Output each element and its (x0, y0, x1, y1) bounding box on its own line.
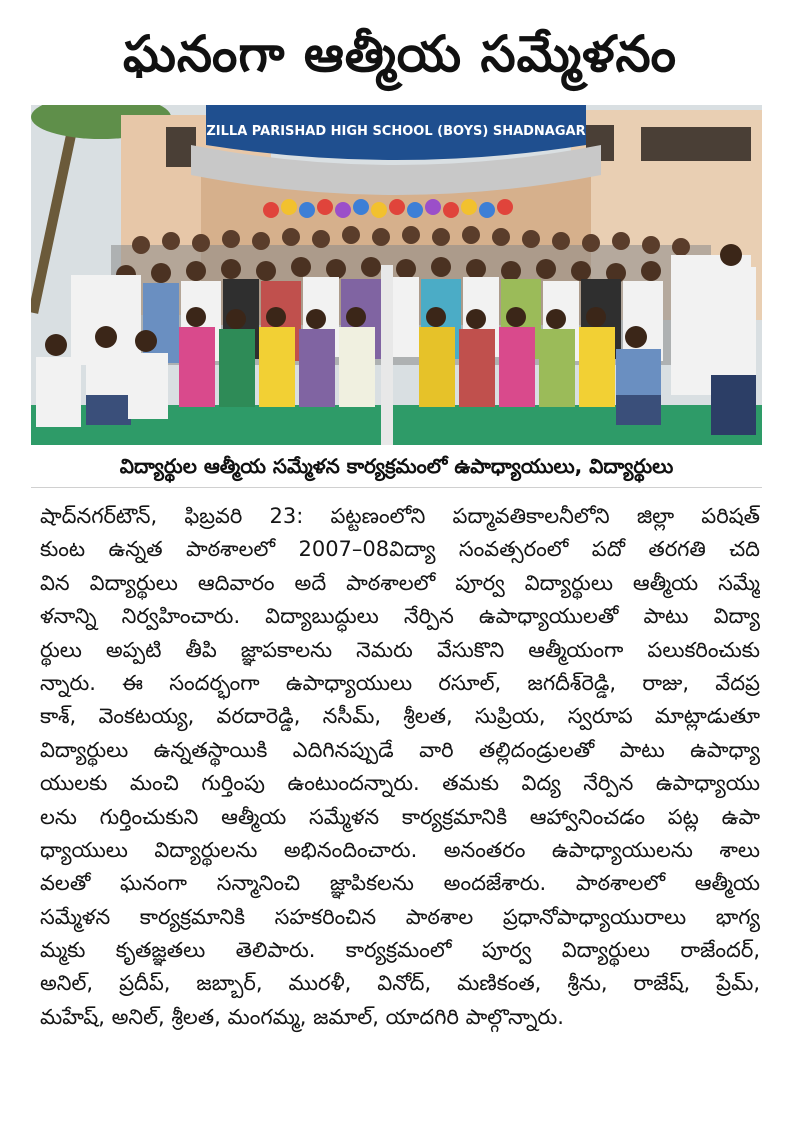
article-line: ళనాన్ని నిర్వహించారు. విద్యాబుద్ధులు నేర్పిన ఉపాధ్యాయులతో పాటు విద్యా (40, 604, 760, 629)
article-line: లను గుర్తించుకుని ఆత్మీయ సమ్మేళన కార్యక్రమానికి ఆహ్వానించడం పట్ల ఉపా (40, 804, 760, 829)
photo-caption: విద్యార్థుల ఆత్మీయ సమ్మేళన కార్యక్రమంలో ఉపాధ్యాయులు, విద్యార్థులు (31, 445, 762, 488)
article-line: కాశ్‌, వెంకటయ్య, వరదారెడ్డి, నసీమ్‌, శ్రీలత, సుప్రియ, స్వరూప మాట్లాడుతూ (40, 704, 760, 729)
article-line: వలతో ఘనంగా సన్మానించి జ్ఞాపికలను అందజేశారు. పాఠశాలలో ఆత్మీయ (40, 871, 760, 896)
photo-banner-text: ZILLA PARISHAD HIGH SCHOOL (BOYS) SHADNAGAR (206, 124, 586, 139)
article-line: అనిల్‌, ప్రదీప్‌, జబ్బార్‌, మురళీ, వినోద్‌, మణికంత, శ్రీను, రాజేష్‌, ప్రేమ్‌, (40, 971, 760, 996)
article-line: సమ్మేళన కార్యక్రమానికి సహకరించిన పాఠశాల ప్రధానోపాధ్యాయురాలు భాగ్య (40, 904, 760, 929)
article-line: ర్థులు అప్పటి తీపి జ్ఞాపకాలను నెమరు వేసుకొని ఆత్మీయంగా పలుకరించుకు (40, 637, 760, 662)
article-line: మహేష్‌, అనిల్‌, శ్రీలత, మంగమ్మ, జమాల్‌, యాదగిరి పాల్గొన్నారు. (40, 1004, 564, 1029)
article-line: మ్మకు కృతజ్ఞతలు తెలిపారు. కార్యక్రమంలో పూర్వ విద్యార్థులు రాజేందర్‌, (40, 938, 760, 963)
article-line: కుంట ఉన్నత పాఠశాలలో 2007–08విద్యా సంవత్సరంలో పదో తరగతి చది (40, 537, 760, 562)
article-line: షాద్‌నగర్‌టౌన్‌, ఫిబ్రవరి 23: పట్టణంలోని పద్మావతికాలనీలోని జిల్లా పరిషత్‌ (40, 504, 760, 528)
photo-window-right-2 (641, 127, 751, 161)
headline: ఘనంగా ఆత్మీయ సమ్మేళనం (123, 25, 677, 83)
article-line: న్నారు. ఈ సందర్భంగా ఉపాధ్యాయులు రసూల్‌, జగదీశ్‌రెడ్డి, రాజు, వేదప్ర (40, 670, 760, 695)
article-line: విన విద్యార్థులు ఆదివారం అదే పాఠశాలలో పూర్వ విద్యార్థులు ఆత్మీయ సమ్మే (40, 570, 760, 595)
group-photo (31, 105, 762, 445)
photo-pillar (381, 265, 393, 445)
article-line: విద్యార్థులు ఉన్నతస్థాయికి ఎదిగినప్పుడే వారి తల్లిదండ్రులతో పాటు ఉపాధ్యా (40, 737, 760, 762)
article-line: యులకు మంచి గుర్తింపు ఉంటుందన్నారు. తమకు విద్య నేర్పిన ఉపాధ్యాయు (40, 771, 760, 796)
article-line: ధ్యాయులు విద్యార్థులను అభినందించారు. అనంతరం ఉపాధ్యాయులను శాలు (40, 837, 760, 862)
article-body (40, 500, 760, 1100)
